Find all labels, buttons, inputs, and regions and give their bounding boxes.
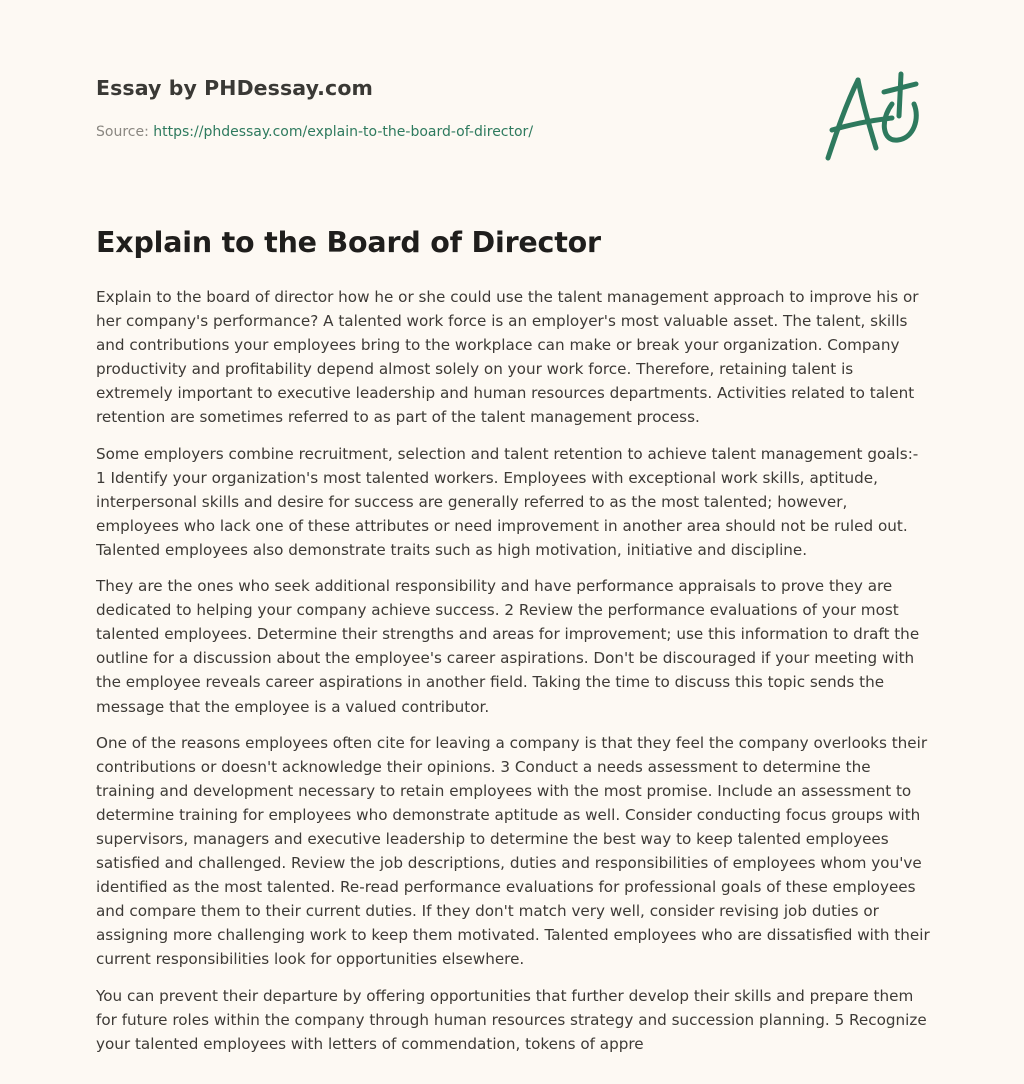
essay-body: [96, 285, 930, 1075]
paragraph: You can prevent their departure by offering opportunities that further develop their skills and prepare them for future roles within the company through human resources strategy and succession planning. 5 Recognize your talented employees with letters of commendation, tokens of appre: [96, 986, 927, 1053]
source-label: Source:: [96, 124, 149, 140]
source-line: [96, 124, 533, 140]
paragraph: Explain to the board of director how he or she could use the talent management approach to improve his or her company's performance? A talented work force is an employer's most valuable asset. The talent, skills and contributions your employees bring to the workplace can make or break your organization. Company productivity and profitability depend almost solely on your work force. Therefore, retaining talent is extremely important to executive leadership and human resources departments. Activities related to talent retention are sometimes referred to as part of the talent management process.: [96, 288, 919, 427]
paragraph: They are the ones who seek additional responsibility and have performance appraisals to prove they are dedicated to helping your company achieve success. 2 Review the performance evaluations of your most talented employees. Determine their strengths and areas for improvement; use this information to draft the outline for a discussion about the employee's career aspirations. Don't be discouraged if your meeting with the employee reveals career aspirations in another field. Taking the time to discuss this topic sends the message that the employee is a valued contributor.: [96, 577, 920, 716]
paragraph: Some employers combine recruitment, selection and talent retention to achieve talent management goals:- 1 Identify your organization's most talented workers. Employees with exceptional work skills, aptitude, interpersonal skills and desire for success are generally referred to as the most talented; however, employees who lack one of these attributes or need improvement in another area should not be ruled out. Talented employees also demonstrate traits such as high motivation, initiative and discipline.: [96, 444, 919, 559]
essay-title: Explain to the Board of Director: [96, 226, 601, 259]
site-brand: Essay by PHDessay.com: [96, 76, 373, 100]
source-link[interactable]: https://phdessay.com/explain-to-the-board-of-director/: [153, 124, 534, 140]
paragraph: One of the reasons employees often cite for leaving a company is that they feel the company overlooks their contributions or doesn't acknowledge their opinions. 3 Conduct a needs assessment to determine the training and development necessary to retain employees with the most promise. Include an assessment to determine training for employees who demonstrate aptitude as well. Consider conducting focus groups with supervisors, managers and executive leadership to determine the best way to keep talented employees satisfied and challenged. Review the job descriptions, duties and responsibilities of employees whom you've identified as the most talented. Re-read performance evaluations for professional goals of these employees and compare them to their current duties. If they don't match very well, consider revising job duties or assigning more challenging work to keep them motivated. Talented employees who are dissatisfied with their current responsibilities look for opportunities elsewhere.: [96, 733, 930, 969]
a-plus-logo-icon: [818, 64, 928, 168]
